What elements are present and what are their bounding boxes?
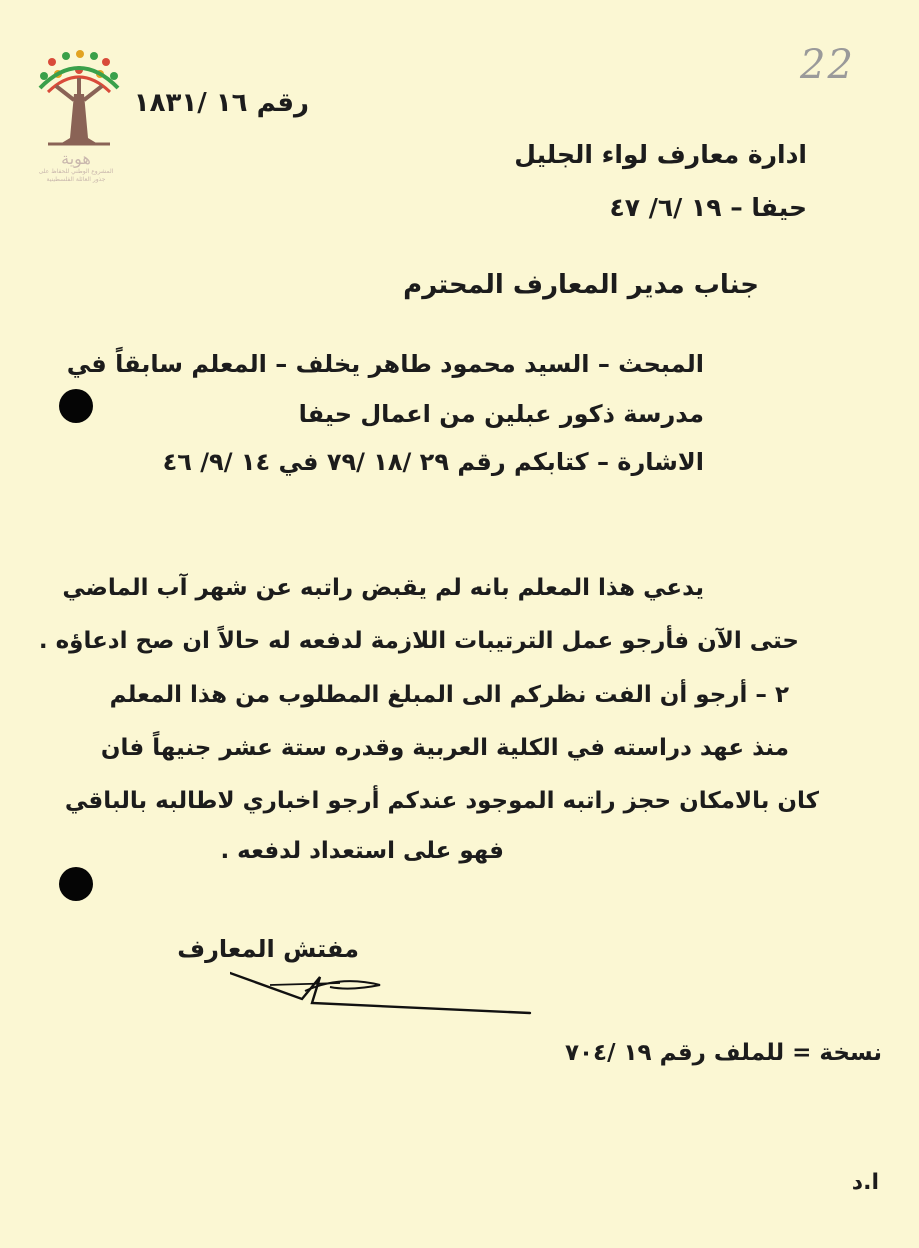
reference-line: الاشارة – كتابكم رقم ٢٩ /١٨ /٧٩ في ١٤ /٩/ ٤٦ bbox=[162, 448, 704, 476]
subject-line-1: المبحث – السيد محمود طاهر يخلف – المعلم سابقاً في bbox=[66, 350, 704, 378]
addressee: جناب مدير المعارف المحترم bbox=[403, 270, 759, 300]
body-line-6: فهو على استعداد لدفعه . bbox=[220, 838, 504, 864]
copy-note: نسخة = للملف رقم ١٩ /٧٠٤ bbox=[564, 1040, 882, 1066]
body-line-4: منذ عهد دراسته في الكلية العربية وقدره ستة عشر جنيهاً فان bbox=[100, 735, 789, 761]
tree-logo-icon bbox=[30, 48, 124, 208]
signature-title: مفتش المعارف bbox=[177, 935, 359, 963]
body-line-5: كان بالامكان حجز راتبه الموجود عندكم أرجو اخباري لاطالبه بالباقي bbox=[64, 788, 819, 814]
logo-caption bbox=[28, 150, 124, 184]
logo-tagline-1: المشروع الوطني للحفاظ على bbox=[38, 168, 114, 175]
page-number-mark: 22 bbox=[800, 42, 855, 88]
body-line-3: ٢ – أرجو أن الفت نظركم الى المبلغ المطلوب من هذا المعلم bbox=[109, 682, 789, 708]
punch-hole-top bbox=[59, 389, 93, 423]
punch-hole-bottom bbox=[59, 867, 93, 901]
logo-tagline-2: جذور العائلة الفلسطينية bbox=[46, 176, 106, 183]
subject-line-2: مدرسة ذكور عبلين من اعمال حيفا bbox=[298, 400, 704, 428]
footer-initials: ا.د bbox=[851, 1170, 879, 1195]
handwritten-signature bbox=[230, 955, 540, 1025]
reference-number: رقم ١٦ /١٨٣١ bbox=[133, 88, 309, 118]
body-line-1: يدعي هذا المعلم بانه لم يقبض راتبه عن شهر آب الماضي bbox=[62, 575, 704, 601]
office-name: ادارة معارف لواء الجليل bbox=[514, 140, 807, 169]
place-date: حيفا – ١٩ /٦/ ٤٧ bbox=[609, 193, 807, 222]
body-line-2: حتى الآن فأرجو عمل الترتيبات اللازمة لدفعه له حالاً ان صح ادعاؤه . bbox=[38, 628, 799, 654]
logo-name: هوية bbox=[61, 149, 91, 168]
